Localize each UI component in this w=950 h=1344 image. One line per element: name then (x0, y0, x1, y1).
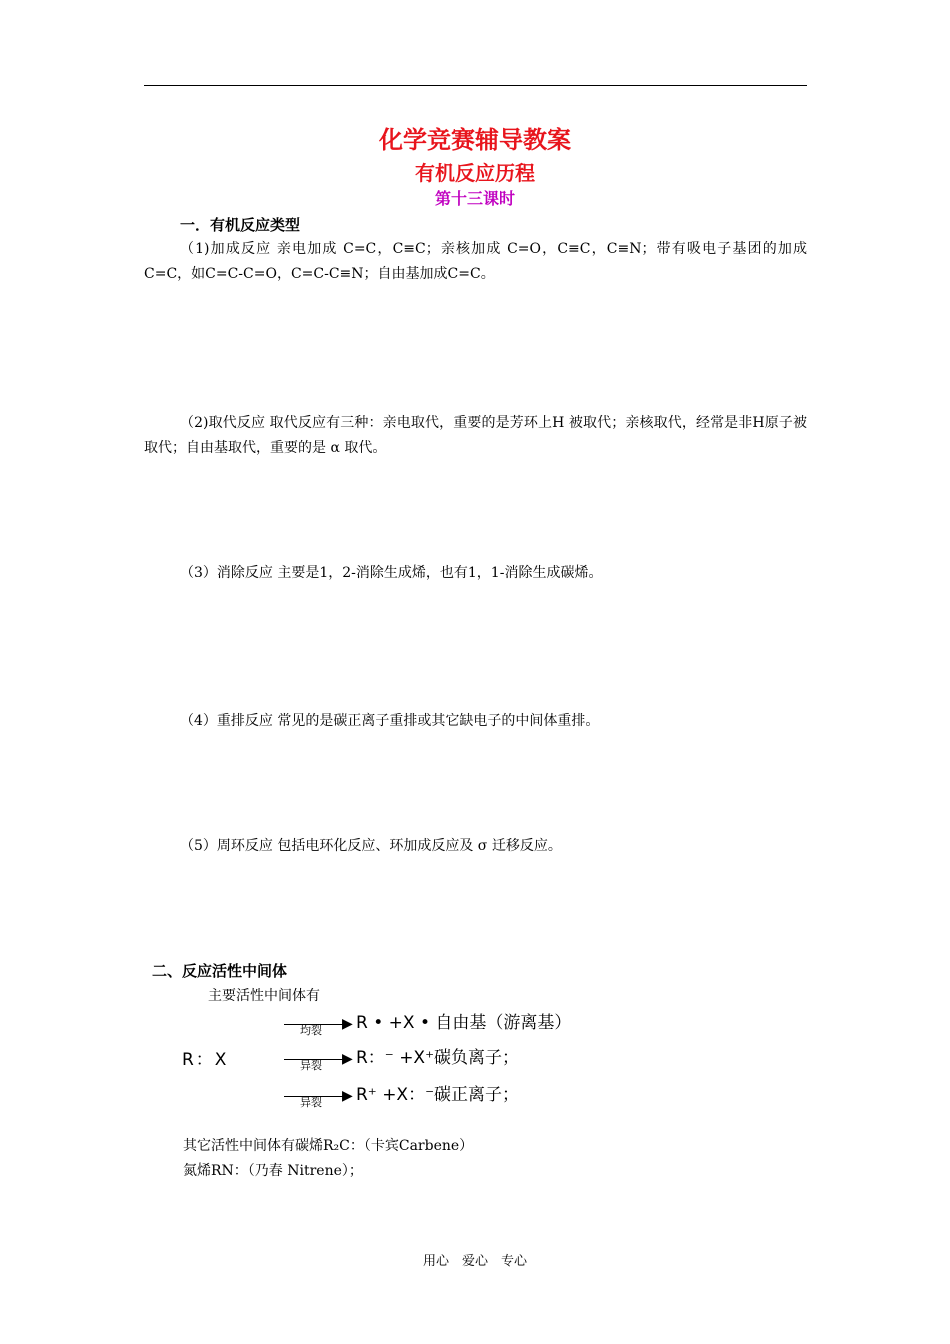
document-subtitle: 有机反应历程 (415, 161, 535, 185)
reaction-type-elimination: （3）消除反应 主要是1，2-消除生成烯，也有1，1-消除生成碳烯。 (180, 565, 603, 581)
bond-cleavage-scheme (180, 1004, 610, 1114)
section1-heading: 一．有机反应类型 (180, 216, 301, 234)
intermediates-intro: 主要活性中间体有 (208, 988, 320, 1004)
nitrene-line: 氮烯RN：（乃春 Nitrene）； (183, 1163, 363, 1179)
arrow-head-icon: ▶ (342, 1016, 353, 1032)
reaction-type-addition: （1)加成反应 亲电加成 C=C，C≡C；亲核加成 C=O，C≡C，C≡N；带有吸电子基团的加成C=C，如C=C-C=O，C=C-C≡N；自由基加成C=C。 (144, 241, 807, 282)
section2-heading: 二、反应活性中间体 (152, 962, 288, 980)
radical-product: R • +X • 自由基（游离基） (356, 1013, 572, 1033)
arrow-label: 均裂 (300, 1024, 322, 1037)
header-rule (144, 85, 807, 86)
carbanion-product: R：⁻ +X⁺碳负离子； (356, 1048, 520, 1068)
carbene-line: 其它活性中间体有碳烯R₂C：（卡宾Carbene） (183, 1138, 474, 1154)
page-footer: 用心 爱心 专心 (422, 1254, 527, 1269)
arrow-head-icon: ▶ (342, 1051, 353, 1067)
reaction-type-rearrangement: （4）重排反应 常见的是碳正离子重排或其它缺电子的中间体重排。 (180, 713, 600, 729)
reaction-type-pericyclic: （5）周环反应 包括电环化反应、环加成反应及 σ 迁移反应。 (180, 838, 562, 854)
arrow-head-icon: ▶ (342, 1088, 353, 1104)
arrow-label: 异裂 (300, 1096, 322, 1109)
arrow-label: 异裂 (300, 1059, 322, 1072)
reaction-type-substitution: （2)取代反应 取代反应有三种：亲电取代，重要的是芳环上H 被取代；亲核取代，经常是非H原子被取代；自由基取代，重要的是 α 取代。 (144, 415, 807, 456)
document-title: 化学竞赛辅导教案 (379, 126, 571, 154)
reactant-formula: R：X (182, 1050, 229, 1070)
lesson-label: 第十三课时 (434, 189, 515, 208)
carbocation-product: R⁺ +X：⁻碳正离子； (356, 1085, 520, 1105)
